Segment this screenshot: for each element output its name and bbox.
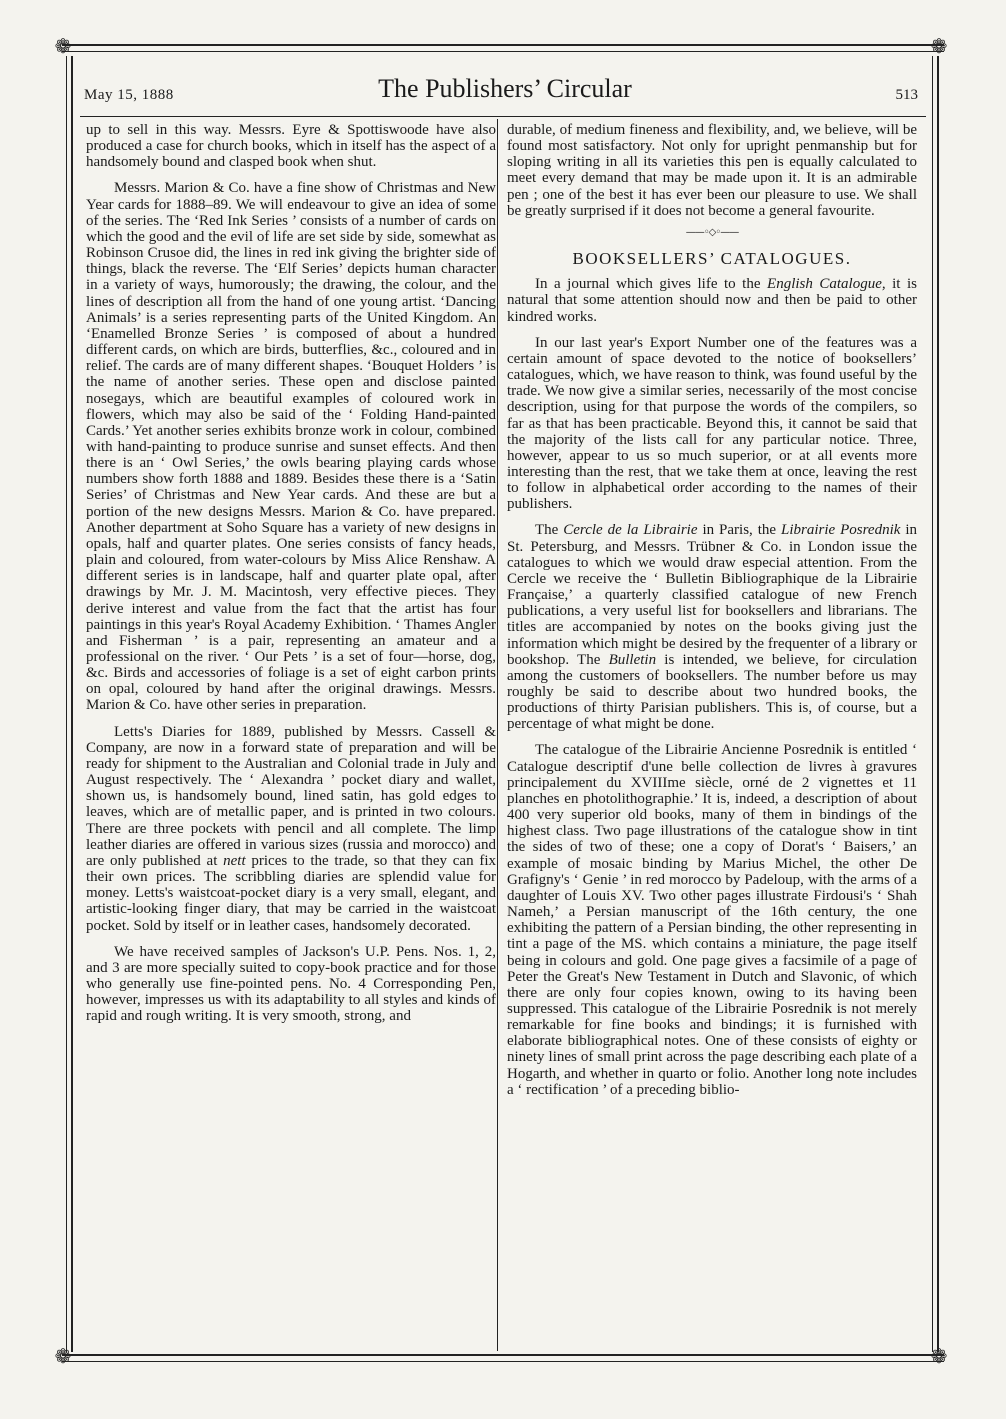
paragraph: durable, of medium fineness and flexibility, and, we believe, will be found most satisfactory. Not only for upright penmanship but for sloping writing in all its varieties this pen is equally calculated to meet every demand that may be made upon it. It is an admirable pen ; one of the best it has ever been our pleasure to use. We shall be greatly surprised if it does not become a general favourite. — [507, 122, 917, 219]
italic-text: Bulletin — [608, 651, 657, 668]
paragraph — [507, 276, 917, 324]
italic-text: nett — [223, 852, 246, 869]
text-run: it is natural that some attention should now and then be paid to other kindred works. — [507, 276, 917, 325]
section-heading: BOOKSELLERS’ CATALOGUES. — [572, 249, 852, 269]
paragraph: up to sell in this way. Messrs. Eyre & Spottiswoode have also produced a case for church books, which in itself has the aspect of a handsomely bound and clasped book when shut. — [86, 122, 496, 171]
issue-date: May 15, 1888 — [84, 87, 174, 103]
ornament-icon: ❁ — [930, 1344, 948, 1368]
frame-top-rule — [62, 44, 944, 52]
italic-text: Librairie Posrednik — [781, 522, 901, 539]
text-run: is intended, we believe, for circulation among the customers of booksellers. The number before us may roughly be said to describe about two hundred books, the productions of thirty Parisian publishers. This is, of course, but a percentage of what might be done. — [507, 651, 917, 733]
ornament-icon: ❁ — [930, 34, 948, 58]
text-run: in St. Petersburg, and Messrs. Trübner & Co. in London issue the catalogues to which we would draw especial attention. From the Cercle we receive the ‘ Bulletin Bibliographique de la Librairie Française,’ a quarterly classified catalogue of new French publications, a very useful list for booksellers and librarians. The titles are accompanied by notes on the books giving just the information which might be desired by the frequenter of a library or bookshop. The — [507, 522, 918, 668]
frame-bottom-rule — [62, 1354, 944, 1362]
ornament-icon: ❁ — [54, 34, 72, 58]
text-run: In a journal which gives life to the — [535, 276, 768, 293]
publication-title: The Publishers’ Circular — [378, 74, 632, 103]
text-run: in Paris, the — [697, 522, 782, 539]
paragraph: We have received samples of Jackson's U.P. Pens. Nos. 1, 2, and 3 are more specially suited to copy-book practice and for those who generally use fine-pointed pens. No. 4 Corresponding Pen, however, impresses us with its adaptability to all styles and kinds of rapid and rough writing. It is very smooth, strong, and — [86, 943, 496, 1025]
page-number: 513 — [895, 87, 918, 103]
text-run: The — [535, 522, 564, 539]
right-column — [507, 122, 917, 1098]
paragraph: In our last year's Export Number one of the features was a certain amount of space devoted to the notice of booksellers’ catalogues, which, we have reason to think, was found useful by the trade. We now give a similar series, necessarily of the most concise description, using for that purpose the words of the compilers, so far as that has been practicable. Beyond this, it cannot be said that the majority of the lists call for any particular notice. Three, however, appear to us so much superior, or at all events more interesting than the rest, that we take them at once, leaving the rest to follow in alphabetical order according to the names of their publishers. — [507, 334, 917, 513]
italic-text: Cercle de la Librairie — [563, 522, 698, 539]
paragraph: Messrs. Marion & Co. have a fine show of Christmas and New Year cards for 1888–89. We will endeavour to give an idea of some of the series. The ‘Red Ink Series ’ consists of a number of cards on which the good and the evil of life are set side by side, somewhat as Robinson Crusoe did, the lines in red ink giving the brighter side of things, black the reverse. The ‘Elf Series’ depicts human character in a variety of ways, humorously; the drawing, the colour, and the lines of description all from the hand of one young artist. ‘Dancing Animals’ is a series representing parts of the United Kingdom. An ‘Enamelled Bronze Series ’ is composed of about a hundred different cards, on which are birds, butterflies, &c., coloured and in relief. The cards are of many different shapes. ‘Bouquet Holders ’ is the name of another series. These open and disclose painted nosegays, which are beautiful examples of coloured work in flowers, which may also be said of the ‘ Folding Hand-painted Cards.’ Yet another series exhibits bronze work in colour, combined with hand-painting to produce sunrise and sunset effects. And then there is an ‘ Owl Series,’ the owls bearing playing cards whose numbers show forth 1888 and 1889. Besides these there is a ‘Satin Series’ of Christmas and New Year cards. And these are but a portion of the new designs Messrs. Marion & Co. have prepared. Another department at Soho Square has a variety of new designs in opals, half and quarter plates. One series consists of fancy heads, plain and coloured, from water-colours by Miss Alice Renshaw. A different series is in landscape, half and quarter plate opal, after drawings by Mr. J. M. Macintosh, very effective pieces. They derive interest and value from the fact that the artist has four paintings in this year's Royal Academy Exhibition. ‘ Thames Angler and Fisherman ’ is a pair, representing an amateur and a professional on the river. ‘ Our Pets ’ is a set of four—horse, dog, &c. Birds and accessories of foliage is a set of eight carbon prints on opal, coloured by hand after the original drawings. Messrs. Marion & Co. have other series in preparation. — [86, 180, 496, 714]
text-run: Letts's Diaries for 1889, published by Messrs. Cassell & Company, are now in a forward state of preparation and will be ready for shipment to the Australian and Colonial trade in July and August respectively. The ‘ Alexandra ’ pocket diary and wallet, shown us, is handsomely bound, lined satin, has gold edges to leaves, which are of metallic paper, and is printed in two colours. There are three pockets with pencil and all complete. The limp leather diaries are offered in various sizes (russia and morocco) and are only published at — [86, 723, 496, 869]
section-divider: ——◦◇◦—— — [685, 226, 739, 238]
ornament-icon: ❁ — [54, 1344, 72, 1368]
frame-right-rule — [932, 56, 939, 1352]
paragraph: The catalogue of the Librairie Ancienne Posrednik is entitled ‘ Catalogue descriptif d'une belle collection de livres à gravures principalement du XVIIIme siècle, orné de 2 vignettes et 11 planches en photolithographie.’ It is, indeed, a description of about 400 very superior old books, many of them in bindings of the highest class. Two page illustrations of the catalogue show in tint the sides of two of these; one a copy of Dorat's ‘ Baisers,’ an example of mosaic binding by Marius Michel, the other De Grafigny's ‘ Genie ’ in red morocco by Padeloup, with the arms of a daughter of Louis XV. Two other pages illustrate Firdousi's ‘ Shah Nameh,’ a Persian manuscript of the 16th century, the one exhibiting the pattern of a Persian binding, the other representing in tint a page of the MS. which contains a miniature, the page itself being in colours and gold. One page gives a facsimile of a page of Peter the Great's New Testament in Dutch and Slavonic, of which there are only four copies known, owing to its having been suppressed. This catalogue of the Librairie Posrednik is not merely remarkable for fine books and bindings; it is furnished with elaborate bibliographical notes. One of these consists of eighty or ninety lines of small print across the page describing each plate of a Hogarth, and whether in quarto or folio. Another long note includes a ‘ rectification ’ of a preceding biblio- — [507, 742, 917, 1098]
text-run: prices to the trade, so that they can fix their own prices. The scribbling diaries are splendid value for money. Letts's waistcoat-pocket diary is a very small, elegant, and artistic-looking finger diary, that may be carried in the waistcoat pocket. Sold by itself or in leather cases, handsomely decorated. — [86, 852, 497, 934]
page-header — [84, 70, 926, 110]
left-column — [86, 122, 496, 1024]
header-rule — [80, 116, 926, 117]
frame-left-rule — [66, 56, 73, 1352]
column-divider — [497, 119, 498, 1351]
italic-text: English Catalogue, — [767, 276, 886, 293]
paragraph — [86, 724, 496, 934]
paragraph — [507, 522, 917, 732]
